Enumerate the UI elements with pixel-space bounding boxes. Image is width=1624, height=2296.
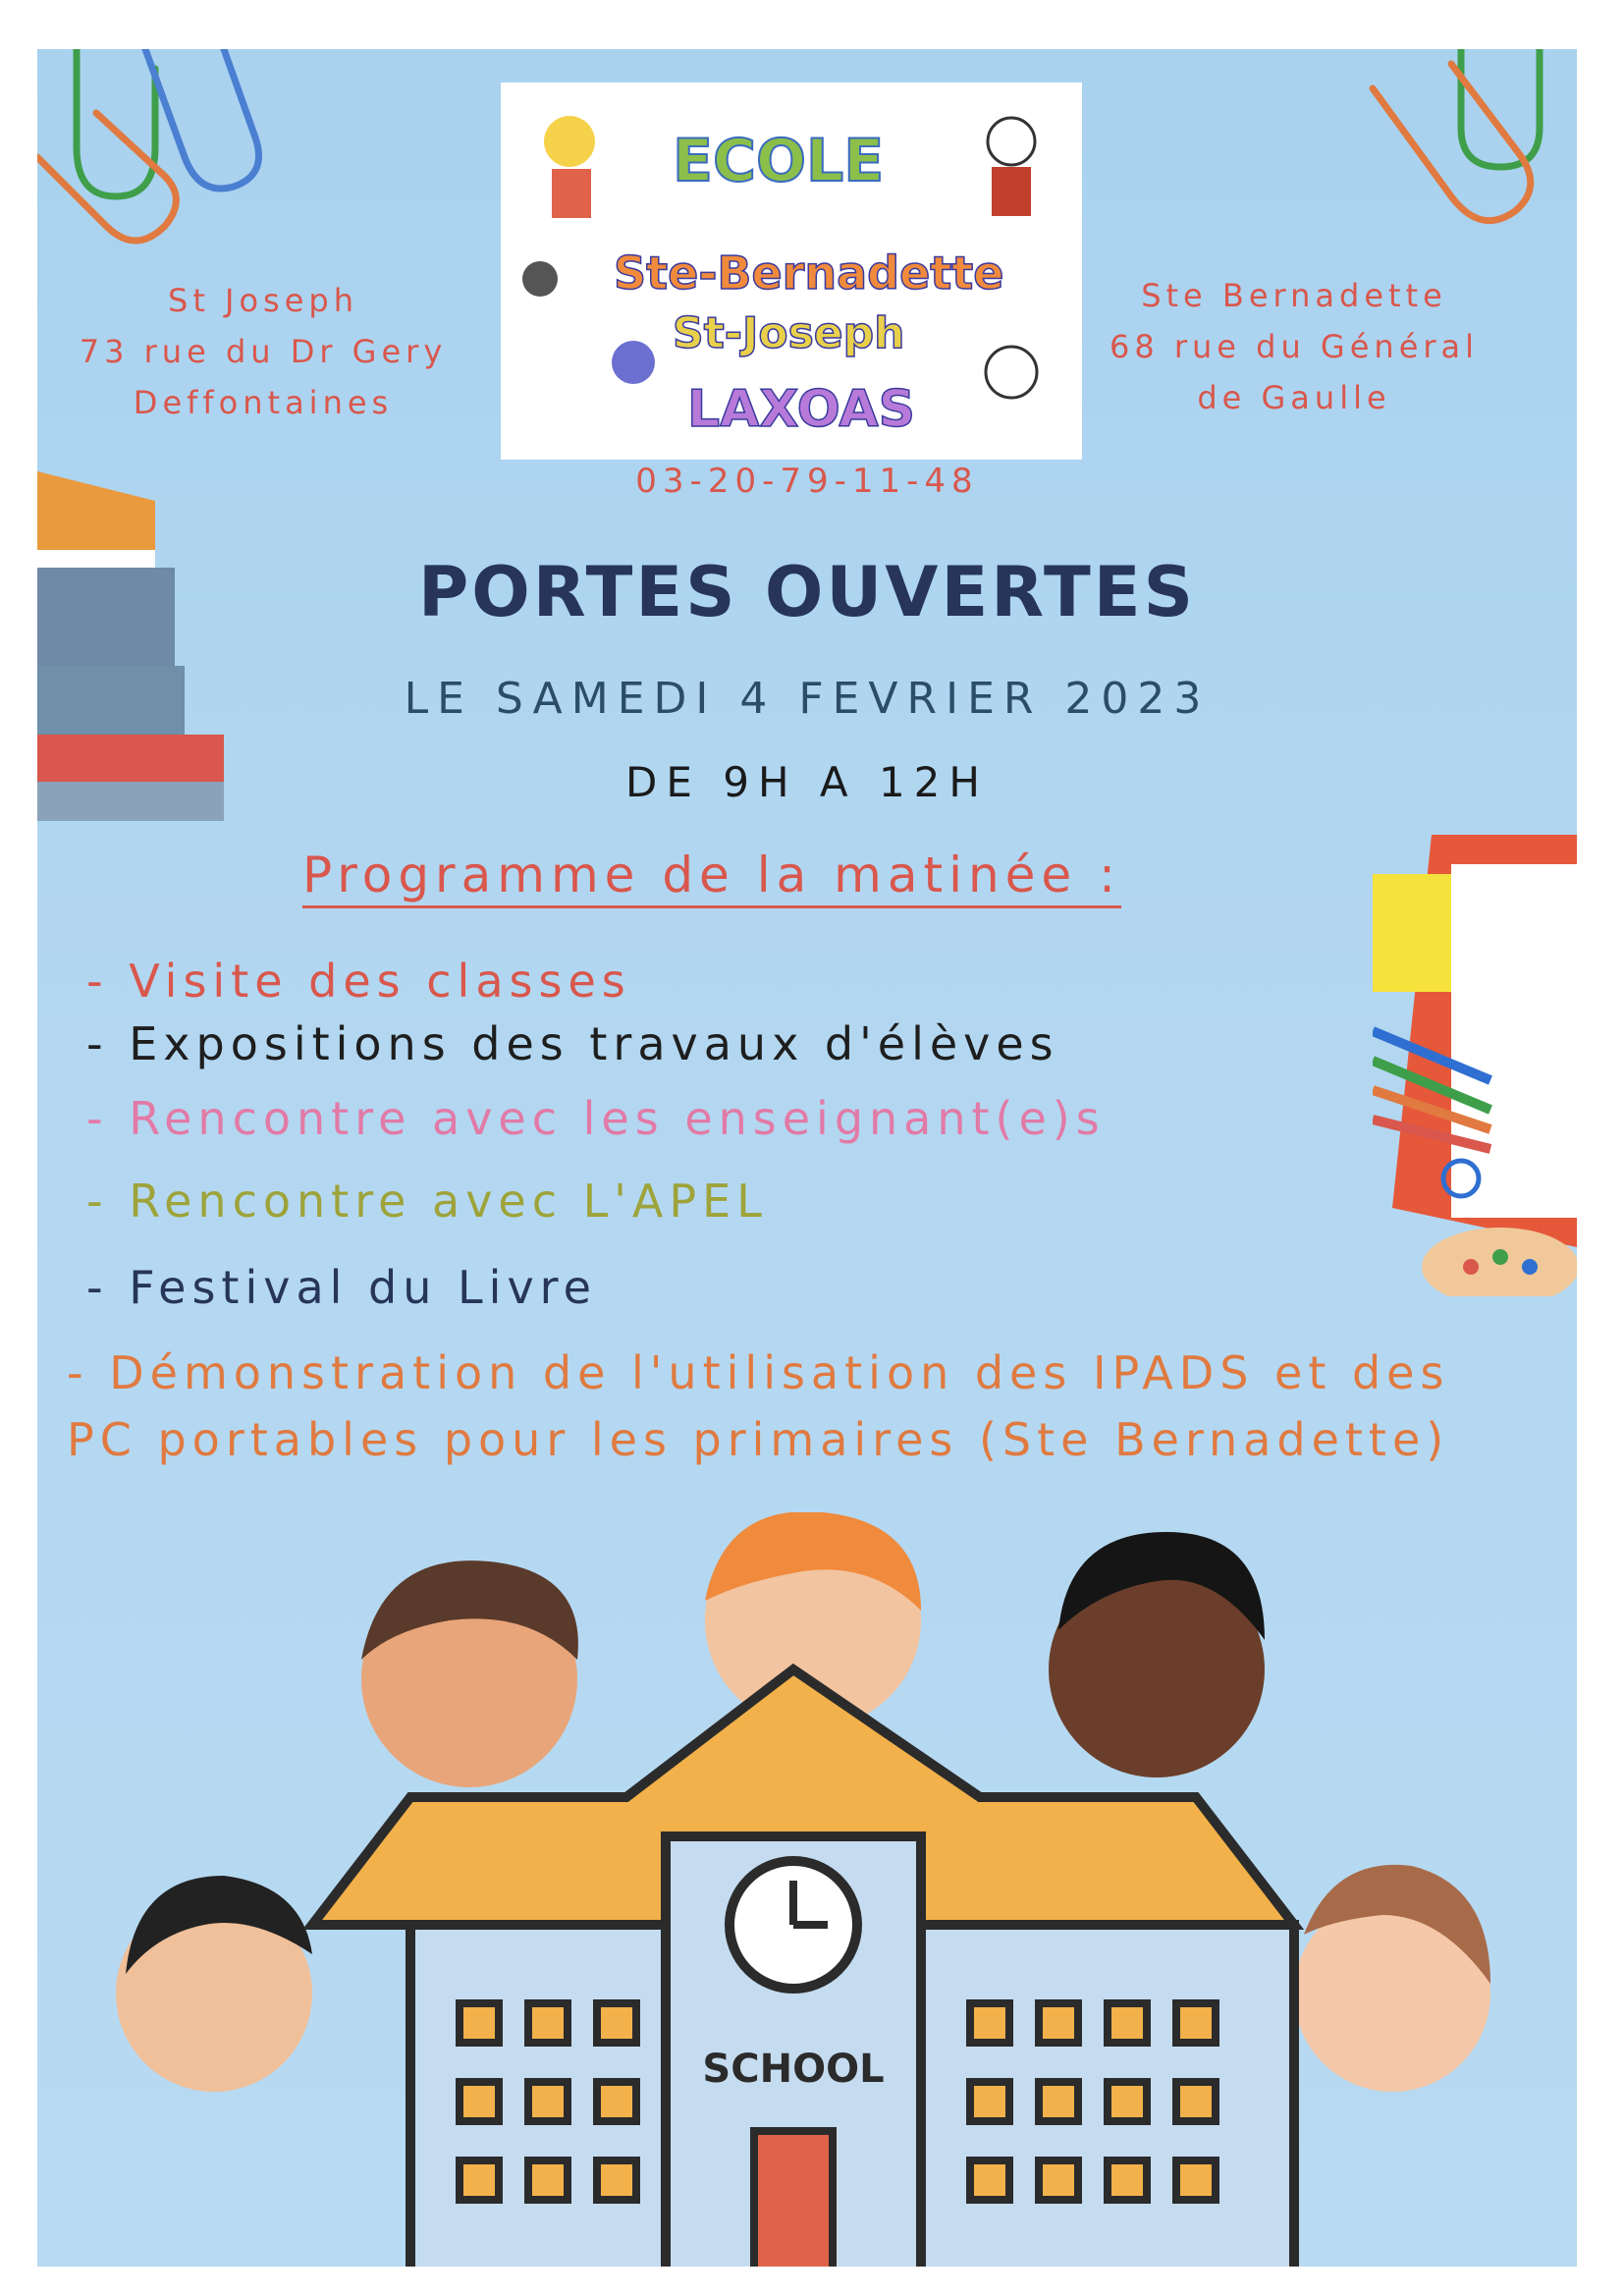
- program-item-1: - Visite des classes: [86, 955, 631, 1008]
- program-item-2: - Expositions des travaux d'élèves: [86, 1017, 1059, 1070]
- program-item-4: - Rencontre avec L'APEL: [86, 1175, 768, 1228]
- program-heading: Programme de la matinée :: [302, 847, 1121, 908]
- left-address-line1: St Joseph: [168, 282, 358, 319]
- left-address: [47, 275, 479, 428]
- left-address-line2: 73 rue du Dr Gery: [79, 333, 448, 370]
- phone-number: 03-20-79-11-48: [635, 462, 979, 501]
- right-address: [1098, 270, 1490, 423]
- logo-drawing: [501, 82, 1082, 460]
- school-illustration: [37, 1512, 1577, 2267]
- school-logo: [501, 82, 1082, 460]
- right-address-line3: de Gaulle: [1197, 379, 1391, 416]
- paperclips-top-left: [37, 49, 332, 304]
- logo-line3: St-Joseph: [673, 308, 905, 358]
- program-item-3: - Rencontre avec les enseignant(e)s: [86, 1092, 1106, 1145]
- right-address-line1: Ste Bernadette: [1141, 277, 1447, 314]
- event-date: LE SAMEDI 4 FEVRIER 2023: [404, 674, 1211, 724]
- logo-line1: ECOLE: [673, 127, 885, 195]
- poster: [37, 49, 1577, 2267]
- paperclips-top-right: [1343, 49, 1577, 285]
- left-address-line3: Deffontaines: [133, 384, 394, 421]
- school-sign: SCHOOL: [702, 2047, 885, 2092]
- logo-line4: LAXOAS: [687, 380, 916, 439]
- program-item-6: - Démonstration de l'utilisation des IPADS et des PC portables pour les primaires (Ste Bernadette): [67, 1346, 1450, 1466]
- event-hours: DE 9H A 12H: [625, 758, 989, 806]
- program-item-5: - Festival du Livre: [86, 1261, 597, 1314]
- page-title: PORTES OUVERTES: [418, 552, 1196, 632]
- right-address-line2: 68 rue du Général: [1109, 328, 1480, 365]
- stationery-icon: [1373, 835, 1577, 1296]
- logo-line2: Ste-Bernadette: [614, 246, 1004, 300]
